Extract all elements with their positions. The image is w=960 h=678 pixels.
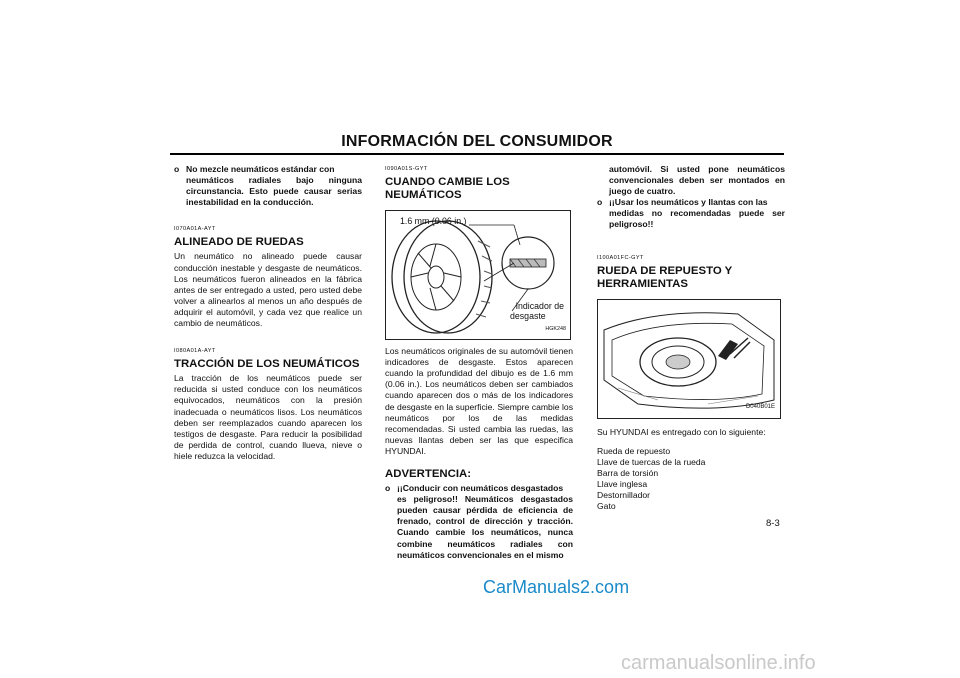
section-title-spare-line1: RUEDA DE REPUESTO Y (597, 264, 733, 277)
tread-depth-label: 1.6 mm (0.06 in.) (400, 216, 467, 227)
column-2 (385, 164, 573, 561)
bullet-first-line: ¡¡Conducir con neumáticos desgastados (397, 483, 564, 494)
list-item: Barra de torsión (597, 467, 659, 478)
list-item: Llave de tuercas de la rueda (597, 456, 706, 467)
traction-body: La tracción de los neumáticos puede ser reducida si usted conduce con los neumáticos equivocados, neumáticos con la presión inadecuada o neumáticos lisos. Los neumáticos deben ser reemplazados cuando aparecen los testigos de desgaste. Para reducir la posibilidad de perdida de control, cuando llueva, nieve o hiele reduzca la velocidad. (174, 373, 362, 461)
spare-intro: Su HYUNDAI es entregado con lo siguiente: (597, 426, 766, 437)
section-title-spare-line2: HERRAMIENTAS (597, 277, 688, 290)
section-code: I070A01A-AYT (174, 226, 216, 233)
spare-tire-figure (597, 299, 781, 419)
alignment-body: Un neumático no alineado puede causar conducción inestable y desgaste de neumáticos. Los neumáticos fueron alineados en la fábrica antes de ser entregado a usted, pero usted debe volver a alinearlos al menos un año después de adquirir el automóvil, y cada vez que realice un cambio de neumáticos. (174, 251, 362, 329)
section-title-alignment: ALINEADO DE RUEDAS (174, 236, 304, 249)
column-3 (597, 164, 785, 512)
list-item: Gato (597, 501, 616, 512)
bullet-first-line: ¡¡Usar los neumáticos y llantas con las (609, 197, 768, 208)
section-title-traction: TRACCIÓN DE LOS NEUMÁTICOS (174, 358, 360, 371)
list-item: Rueda de repuesto (597, 445, 671, 456)
section-code: I090A01S-GYT (385, 166, 428, 172)
bullet-continuation: medidas no recomendadas puede ser peligroso!! (609, 208, 785, 230)
warning-bullet (385, 483, 573, 494)
tire-wear-figure (385, 210, 571, 340)
recommended-size-bullet (597, 197, 785, 208)
section-title-tire-change: CUANDO CAMBIE LOS NEUMÁTICOS (385, 176, 510, 202)
list-item: Destornillador (597, 490, 651, 501)
figure-code: HGK248 (545, 326, 566, 332)
mixing-warning-bullet (174, 164, 362, 175)
section-code: I100A01FC-GYT (597, 254, 644, 261)
column-1 (174, 164, 362, 462)
page-number: 8-3 (766, 518, 780, 529)
bullet-marker: o (385, 483, 391, 494)
warning-continuation: es peligroso!! Neumáticos desgastados pueden causar pérdida de eficiencia de frenado, control de dirección y tracción. Cuando cambie los neumáticos, nunca combine neumáticos radiales con neumáticos convencionales en el mismo (397, 494, 573, 560)
figure-code: D040B01E (745, 403, 775, 410)
bullet-marker: o (174, 164, 180, 174)
warning-continued-text: automóvil. Si usted pone neumáticos convencionales deben ser montados en juego de cuatro. (609, 164, 785, 197)
watermark-carmanuals2: CarManuals2.com (483, 577, 630, 597)
trunk-illustration (598, 300, 780, 418)
bullet-first-line: No mezcle neumáticos estándar con (186, 164, 335, 174)
section-code: I080A01A-AYT (174, 348, 216, 355)
bullet-continuation: neumáticos radiales bajo ninguna circunstancia. Esto puede causar serias inestabilidad en la conducción. (186, 175, 362, 208)
watermark-carmanualsonline: carmanualsonline.info (621, 652, 816, 674)
list-item: Llave inglesa (597, 479, 648, 490)
indicator-label-line1: Indicador de (515, 301, 564, 312)
page-title: INFORMACIÓN DEL CONSUMIDOR (341, 133, 613, 150)
header-rule (170, 153, 784, 155)
indicator-label-line2: desgaste (510, 311, 546, 322)
bullet-marker: o (597, 197, 603, 208)
warning-title: ADVERTENCIA: (385, 468, 472, 481)
tire-change-body: Los neumáticos originales de su automóvil tienen indicadores de desgaste. Estos aparecen cuando la profundidad del dibujo es de 1.6 mm (0.06 in.). Los neumáticos deben ser cambiados cuando aparecen dos o más de los indicadores de desgaste en la superficie. Siempre cambie los neumáticos por los de las medidas recomendadas. Si usted cambia las ruedas, las nuevas llantas deben ser las que especifica HYUNDAI. (385, 346, 573, 456)
